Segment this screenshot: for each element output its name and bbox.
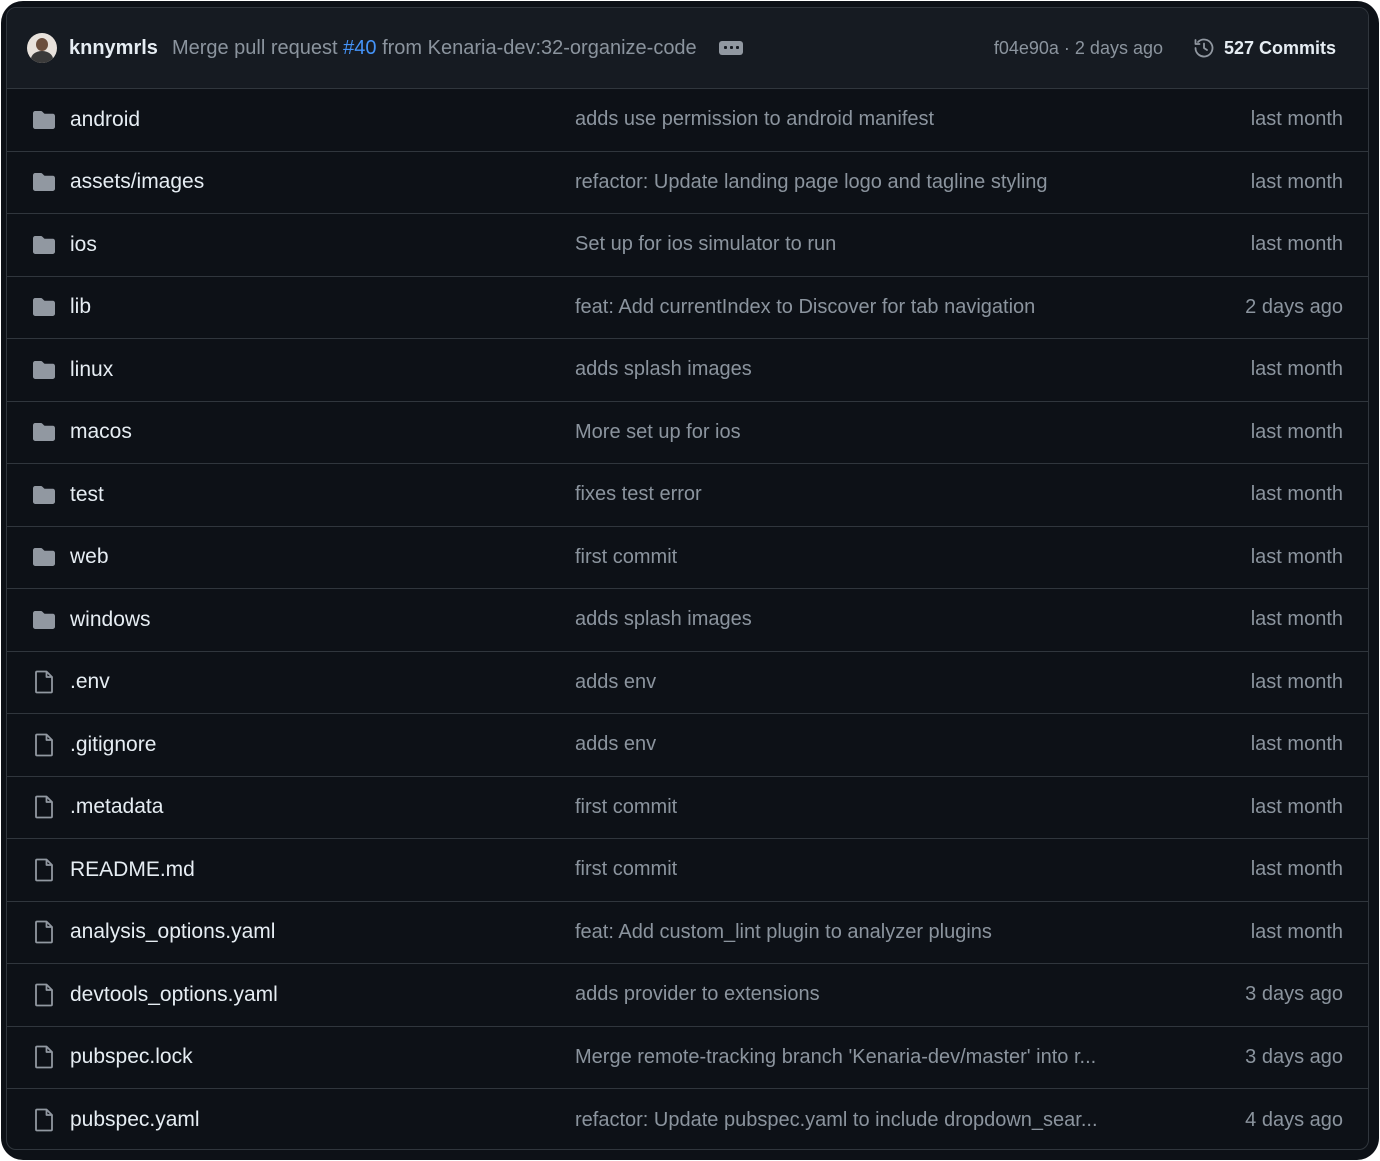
file-icon	[31, 920, 57, 944]
file-commit-message[interactable]: feat: Add currentIndex to Discover for tab navigation	[575, 295, 1036, 318]
file-row[interactable]	[7, 589, 1368, 652]
file-commit-message[interactable]: More set up for ios	[575, 420, 741, 443]
file-row[interactable]	[7, 714, 1368, 777]
folder-icon	[31, 358, 57, 382]
file-row[interactable]	[7, 339, 1368, 402]
file-list	[7, 89, 1368, 1150]
file-name[interactable]: devtools_options.yaml	[70, 982, 278, 1006]
file-row[interactable]	[7, 902, 1368, 965]
file-name[interactable]: pubspec.yaml	[70, 1108, 200, 1132]
file-commit-age[interactable]: last month	[1250, 608, 1343, 631]
file-name[interactable]: .env	[70, 670, 110, 694]
file-icon	[31, 1045, 57, 1069]
file-name[interactable]: test	[70, 482, 104, 506]
commit-author[interactable]: knnymrls	[69, 36, 158, 59]
file-commit-age[interactable]: last month	[1250, 170, 1343, 193]
file-name[interactable]: .metadata	[70, 795, 164, 819]
file-commit-age[interactable]: 2 days ago	[1245, 295, 1343, 318]
folder-icon	[31, 295, 57, 319]
file-row[interactable]	[7, 152, 1368, 215]
file-commit-age[interactable]: last month	[1250, 108, 1343, 131]
file-name[interactable]: windows	[70, 607, 151, 631]
commits-count: 527 Commits	[1223, 37, 1336, 58]
history-icon	[1192, 36, 1216, 60]
pull-request-link[interactable]: #40	[343, 36, 377, 59]
file-commit-age[interactable]: last month	[1250, 733, 1343, 756]
file-row[interactable]	[7, 964, 1368, 1027]
file-commit-message[interactable]: feat: Add custom_lint plugin to analyzer plugins	[575, 920, 992, 943]
folder-icon	[31, 108, 57, 132]
folder-icon	[31, 420, 57, 444]
file-row[interactable]	[7, 839, 1368, 902]
file-commit-message[interactable]: adds provider to extensions	[575, 983, 820, 1006]
file-commit-age[interactable]: 4 days ago	[1245, 1108, 1343, 1131]
file-commit-message[interactable]: refactor: Update pubspec.yaml to include dropdown_sear...	[575, 1108, 1098, 1131]
file-name[interactable]: analysis_options.yaml	[70, 920, 276, 944]
file-name[interactable]: web	[70, 545, 109, 569]
file-icon	[31, 795, 57, 819]
file-icon	[31, 983, 57, 1007]
file-icon	[31, 733, 57, 757]
file-row[interactable]	[7, 464, 1368, 527]
folder-icon	[31, 233, 57, 257]
file-row[interactable]	[7, 527, 1368, 590]
file-commit-age[interactable]: last month	[1250, 858, 1343, 881]
file-name[interactable]: pubspec.lock	[70, 1045, 193, 1069]
file-icon	[31, 670, 57, 694]
file-commit-age[interactable]: last month	[1250, 795, 1343, 818]
file-commit-age[interactable]: last month	[1250, 233, 1343, 256]
file-commit-message[interactable]: first commit	[575, 858, 678, 881]
file-commit-age[interactable]: last month	[1250, 358, 1343, 381]
window-frame	[1, 1, 1379, 1160]
file-commit-age[interactable]: last month	[1250, 483, 1343, 506]
commit-hash-time[interactable]: f04e90a · 2 days ago	[993, 37, 1163, 58]
file-commit-message[interactable]: Set up for ios simulator to run	[575, 233, 837, 256]
file-commit-age[interactable]: last month	[1250, 920, 1343, 943]
file-name[interactable]: .gitignore	[70, 732, 157, 756]
file-commit-age[interactable]: 3 days ago	[1245, 1045, 1343, 1068]
file-name[interactable]: ios	[70, 232, 97, 256]
file-row[interactable]	[7, 1027, 1368, 1090]
file-row[interactable]	[7, 277, 1368, 340]
file-commit-age[interactable]: last month	[1250, 420, 1343, 443]
file-icon	[31, 858, 57, 882]
file-commit-message[interactable]: adds env	[575, 670, 657, 693]
file-name[interactable]: README.md	[70, 857, 195, 881]
file-row[interactable]	[7, 402, 1368, 465]
file-row[interactable]	[7, 652, 1368, 715]
commits-link[interactable]	[1192, 36, 1336, 60]
file-name[interactable]: assets/images	[70, 170, 205, 194]
file-name[interactable]: lib	[70, 295, 92, 319]
folder-icon	[31, 608, 57, 632]
file-name[interactable]: android	[70, 107, 141, 131]
avatar[interactable]	[27, 33, 57, 63]
commit-message[interactable]	[172, 37, 697, 60]
file-browser	[6, 7, 1369, 1150]
file-name[interactable]: linux	[70, 357, 114, 381]
file-commit-age[interactable]: 3 days ago	[1245, 983, 1343, 1006]
file-commit-age[interactable]: last month	[1250, 545, 1343, 568]
file-commit-message[interactable]: adds use permission to android manifest	[575, 108, 935, 131]
file-row[interactable]	[7, 214, 1368, 277]
file-row[interactable]	[7, 89, 1368, 152]
file-row[interactable]	[7, 777, 1368, 840]
expand-message-button[interactable]	[719, 41, 743, 55]
file-icon	[31, 1108, 57, 1132]
file-row[interactable]	[7, 1089, 1368, 1150]
file-commit-message[interactable]: first commit	[575, 545, 678, 568]
file-commit-message[interactable]: adds env	[575, 733, 657, 756]
file-commit-message[interactable]: first commit	[575, 795, 678, 818]
file-commit-message[interactable]: Merge remote-tracking branch 'Kenaria-dev/master' into r...	[575, 1045, 1097, 1068]
folder-icon	[31, 170, 57, 194]
file-commit-message[interactable]: adds splash images	[575, 608, 752, 631]
file-commit-message[interactable]: fixes test error	[575, 483, 702, 506]
file-commit-message[interactable]: adds splash images	[575, 358, 752, 381]
folder-icon	[31, 545, 57, 569]
file-commit-age[interactable]: last month	[1250, 670, 1343, 693]
file-name[interactable]: macos	[70, 420, 132, 444]
folder-icon	[31, 483, 57, 507]
latest-commit-bar	[7, 8, 1368, 89]
commit-message-suffix: from Kenaria-dev:32-organize-code	[376, 36, 697, 59]
commit-message-prefix: Merge pull request	[171, 36, 344, 59]
file-commit-message[interactable]: refactor: Update landing page logo and tagline styling	[575, 170, 1048, 193]
